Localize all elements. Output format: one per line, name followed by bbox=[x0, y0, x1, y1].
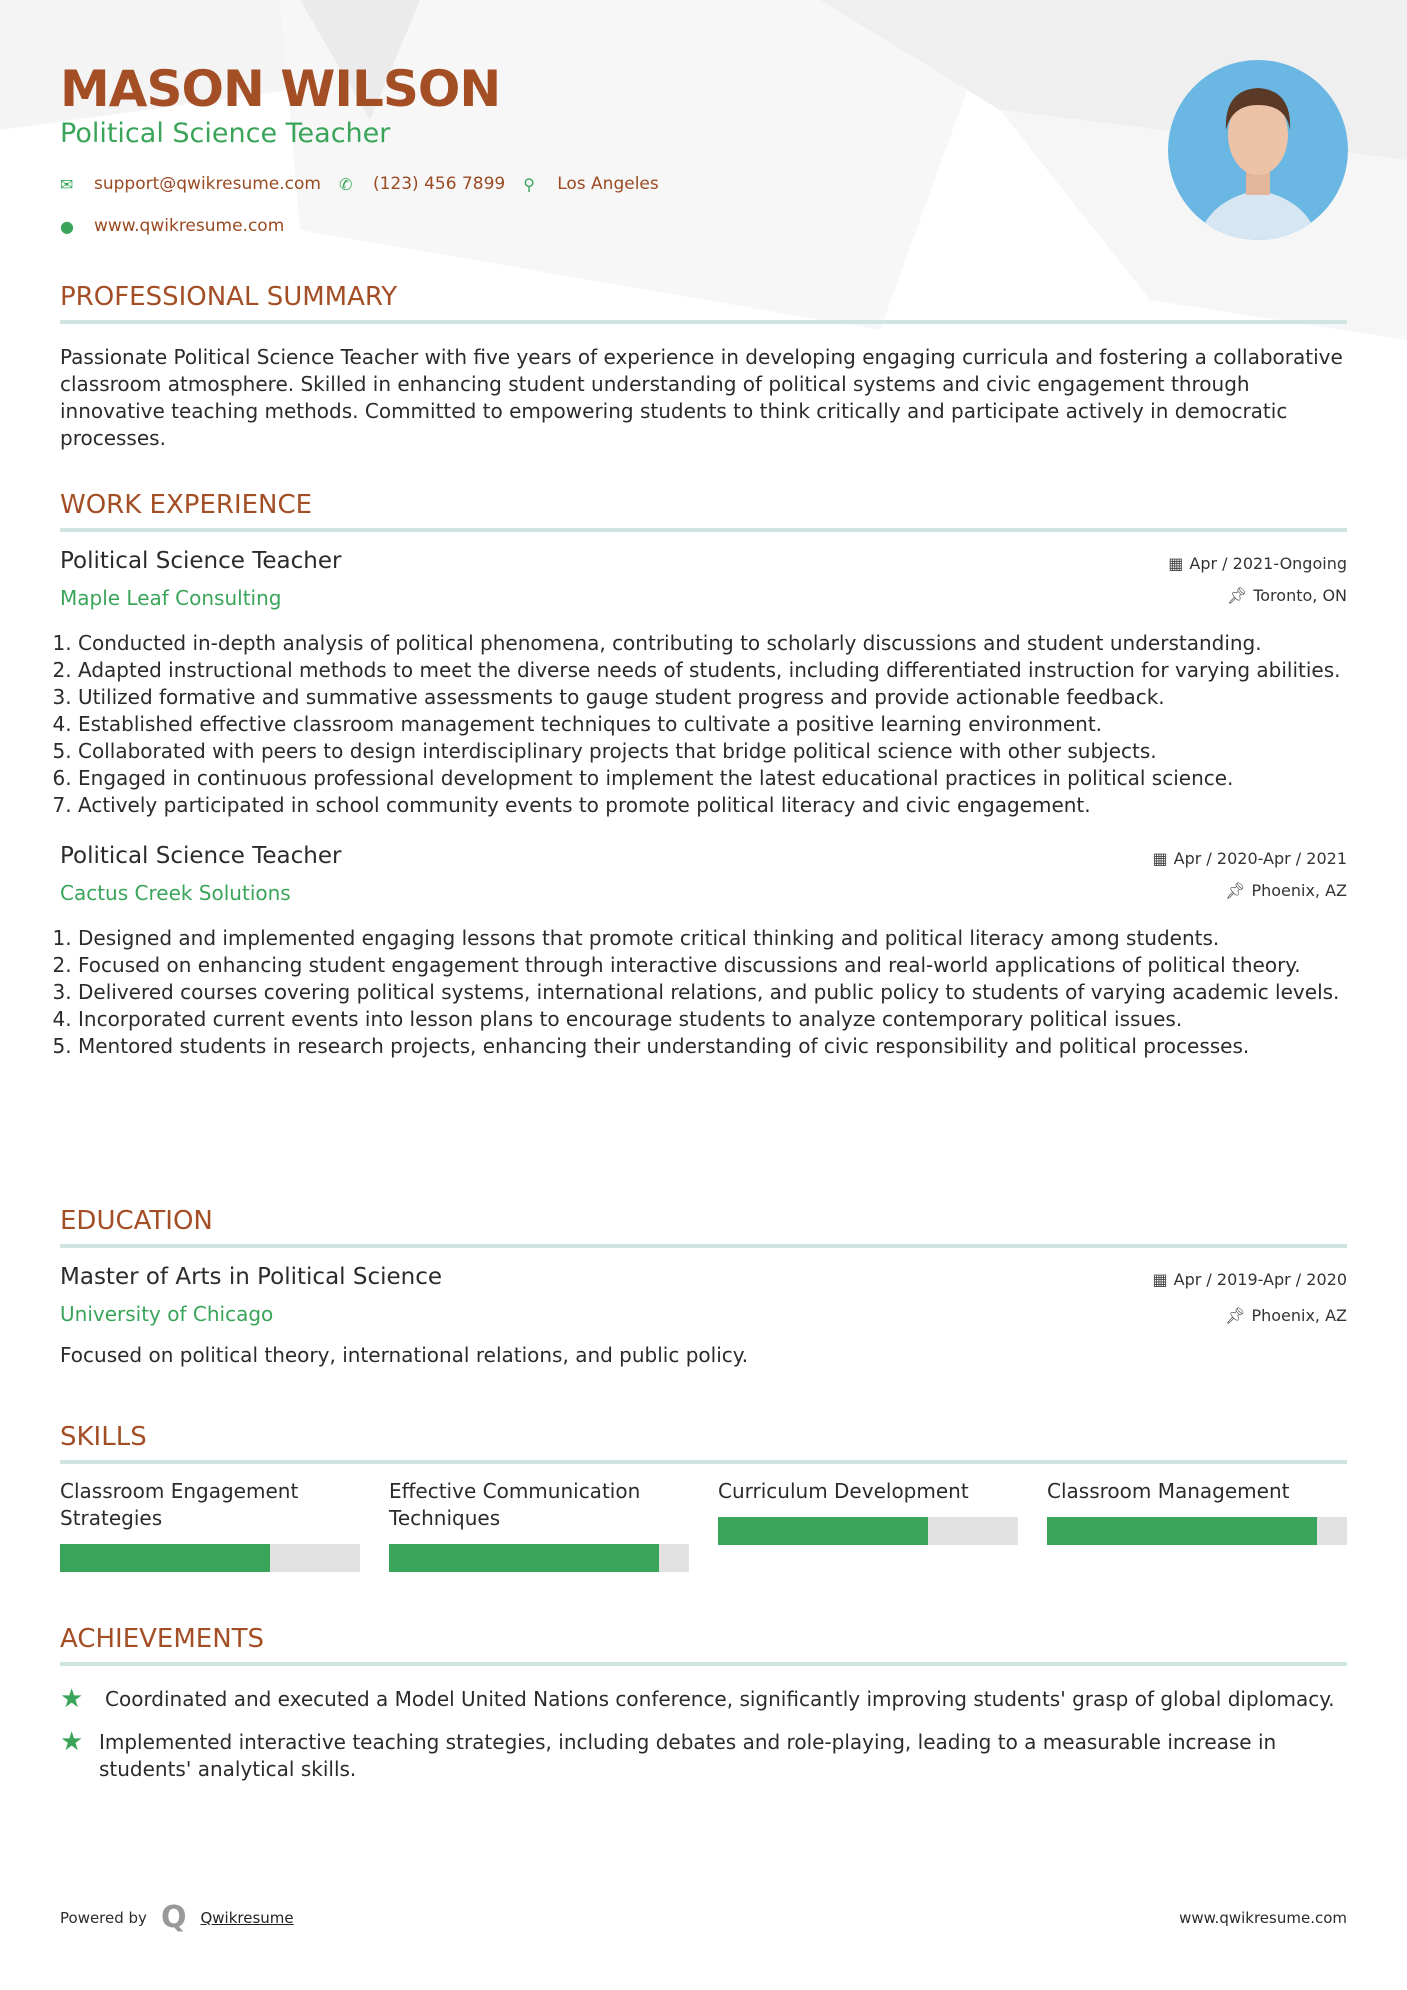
star-icon: ★ bbox=[60, 1727, 84, 1757]
skill-label: Effective Communication Techniques bbox=[389, 1479, 641, 1530]
achievement-text: Implemented interactive teaching strategies, including debates and role-playing, leading to a measurable increase in students' analytical skills. bbox=[98, 1730, 1277, 1781]
skill-bar bbox=[718, 1517, 1018, 1545]
summary-section bbox=[60, 282, 1347, 452]
list-item: 3. Delivered courses covering political systems, international relations, and public policy to students of varying academic levels. bbox=[78, 979, 1347, 1006]
job-entry bbox=[60, 843, 1347, 1060]
job-location: Phoenix, AZ bbox=[1251, 881, 1347, 900]
powered-by-label: Powered by bbox=[60, 1908, 147, 1927]
job-entry bbox=[60, 548, 1347, 819]
profile-photo bbox=[1168, 60, 1348, 240]
section-heading: ACHIEVEMENTS bbox=[60, 1624, 1347, 1666]
skill-label: Curriculum Development bbox=[718, 1479, 969, 1503]
skill-bar-fill bbox=[718, 1517, 928, 1545]
school-name: University of Chicago bbox=[60, 1302, 274, 1326]
edu-date: Apr / 2019-Apr / 2020 bbox=[1173, 1270, 1347, 1289]
list-item: 2. Focused on enhancing student engagement through interactive discussions and real-world applications of political theory. bbox=[78, 952, 1347, 979]
skill-bar bbox=[60, 1544, 360, 1572]
phone-icon: ✆ bbox=[338, 174, 353, 194]
section-heading: WORK EXPERIENCE bbox=[60, 490, 1347, 532]
job-location: Toronto, ON bbox=[1253, 586, 1347, 605]
list-item: 4. Established effective classroom management techniques to cultivate a positive learning environment. bbox=[78, 711, 1347, 738]
globe-icon: ● bbox=[60, 216, 74, 236]
pushpin-icon: 📌︎ bbox=[1226, 586, 1248, 605]
list-item: 2. Adapted instructional methods to meet the diverse needs of students, including differentiated instruction for varying abilities. bbox=[78, 657, 1347, 684]
map-pin-icon: ⚲ bbox=[523, 174, 535, 194]
list-item: 7. Actively participated in school community events to promote political literacy and civic engagement. bbox=[78, 792, 1347, 819]
skill-bar-fill bbox=[60, 1544, 270, 1572]
qwikresume-logo-icon: Q bbox=[160, 1900, 187, 1935]
calendar-icon: ▦ bbox=[1152, 849, 1168, 868]
skill-bar bbox=[389, 1544, 689, 1572]
achievement-item bbox=[60, 1729, 1347, 1783]
envelope-icon: ✉ bbox=[60, 174, 74, 194]
email-link[interactable]: support@qwikresume.com bbox=[94, 174, 321, 194]
list-item: 1. Designed and implemented engaging lessons that promote critical thinking and political literacy among students. bbox=[78, 925, 1347, 952]
list-item: 1. Conducted in-depth analysis of political phenomena, contributing to scholarly discussions and student understanding. bbox=[78, 630, 1347, 657]
skill-bar-fill bbox=[389, 1544, 659, 1572]
pushpin-icon: 📌︎ bbox=[1225, 1306, 1246, 1325]
list-item: 5. Collaborated with peers to design interdisciplinary projects that bridge political science with other subjects. bbox=[78, 738, 1347, 765]
phone-text: (123) 456 7899 bbox=[372, 174, 506, 194]
skill-label: Classroom Engagement Strategies bbox=[60, 1479, 299, 1530]
qwikresume-link[interactable]: Qwikresume bbox=[200, 1908, 294, 1927]
skill-item bbox=[60, 1478, 360, 1572]
skill-item bbox=[1047, 1478, 1347, 1572]
work-section bbox=[60, 490, 1347, 1060]
summary-text: Passionate Political Science Teacher with five years of experience in developing engaging curricula and fostering a collaborative classroom atmosphere. Skilled in enhancing student understanding of political systems and civic engagement through innovative teaching methods. Committed to empowering students to think critically and participate actively in democratic processes. bbox=[60, 345, 1343, 450]
calendar-icon: ▦ bbox=[1152, 1270, 1168, 1289]
education-section bbox=[60, 1206, 1347, 1369]
skills-section bbox=[60, 1422, 1347, 1572]
candidate-name: MASON WILSON bbox=[60, 60, 501, 118]
job-date: Apr / 2020-Apr / 2021 bbox=[1173, 849, 1347, 868]
skill-label: Classroom Management bbox=[1047, 1479, 1290, 1503]
candidate-title: Political Science Teacher bbox=[60, 118, 391, 149]
job-bullets bbox=[60, 630, 1347, 819]
list-item: 5. Mentored students in research projects, enhancing their understanding of civic responsibility and political processes. bbox=[78, 1033, 1347, 1060]
list-item: 3. Utilized formative and summative assessments to gauge student progress and provide actionable feedback. bbox=[78, 684, 1347, 711]
star-icon: ★ bbox=[60, 1684, 84, 1714]
job-bullets bbox=[60, 925, 1347, 1060]
skill-bar bbox=[1047, 1517, 1347, 1545]
section-heading: EDUCATION bbox=[60, 1206, 1347, 1248]
footer-website[interactable]: www.qwikresume.com bbox=[1179, 1908, 1347, 1927]
achievement-item bbox=[60, 1686, 1347, 1713]
contact-row bbox=[60, 174, 677, 194]
job-date: Apr / 2021-Ongoing bbox=[1189, 554, 1347, 573]
company-name: Maple Leaf Consulting bbox=[60, 586, 282, 610]
achievement-text: Coordinated and executed a Model United Nations conference, significantly improving students' grasp of global diplomacy. bbox=[105, 1687, 1335, 1711]
list-item: 4. Incorporated current events into lesson plans to encourage students to analyze contemporary political issues. bbox=[78, 1006, 1347, 1033]
section-heading: PROFESSIONAL SUMMARY bbox=[60, 282, 1347, 324]
footer bbox=[60, 1900, 1347, 1935]
website-link[interactable]: www.qwikresume.com bbox=[94, 216, 285, 236]
website-row bbox=[60, 216, 302, 236]
location-text: Los Angeles bbox=[557, 174, 659, 194]
section-heading: SKILLS bbox=[60, 1422, 1347, 1464]
edu-description: Focused on political theory, international relations, and public policy. bbox=[60, 1343, 749, 1367]
degree-title: Master of Arts in Political Science bbox=[60, 1264, 443, 1290]
skill-bar-fill bbox=[1047, 1517, 1317, 1545]
job-title: Political Science Teacher bbox=[60, 548, 342, 574]
list-item: 6. Engaged in continuous professional development to implement the latest educational practices in political science. bbox=[78, 765, 1347, 792]
company-name: Cactus Creek Solutions bbox=[60, 881, 291, 905]
pushpin-icon: 📌︎ bbox=[1225, 881, 1246, 900]
skill-item bbox=[389, 1478, 689, 1572]
skill-item bbox=[718, 1478, 1018, 1572]
calendar-icon: ▦ bbox=[1168, 554, 1184, 573]
edu-location: Phoenix, AZ bbox=[1251, 1306, 1347, 1325]
job-title: Political Science Teacher bbox=[60, 843, 342, 869]
achievements-section bbox=[60, 1624, 1347, 1783]
